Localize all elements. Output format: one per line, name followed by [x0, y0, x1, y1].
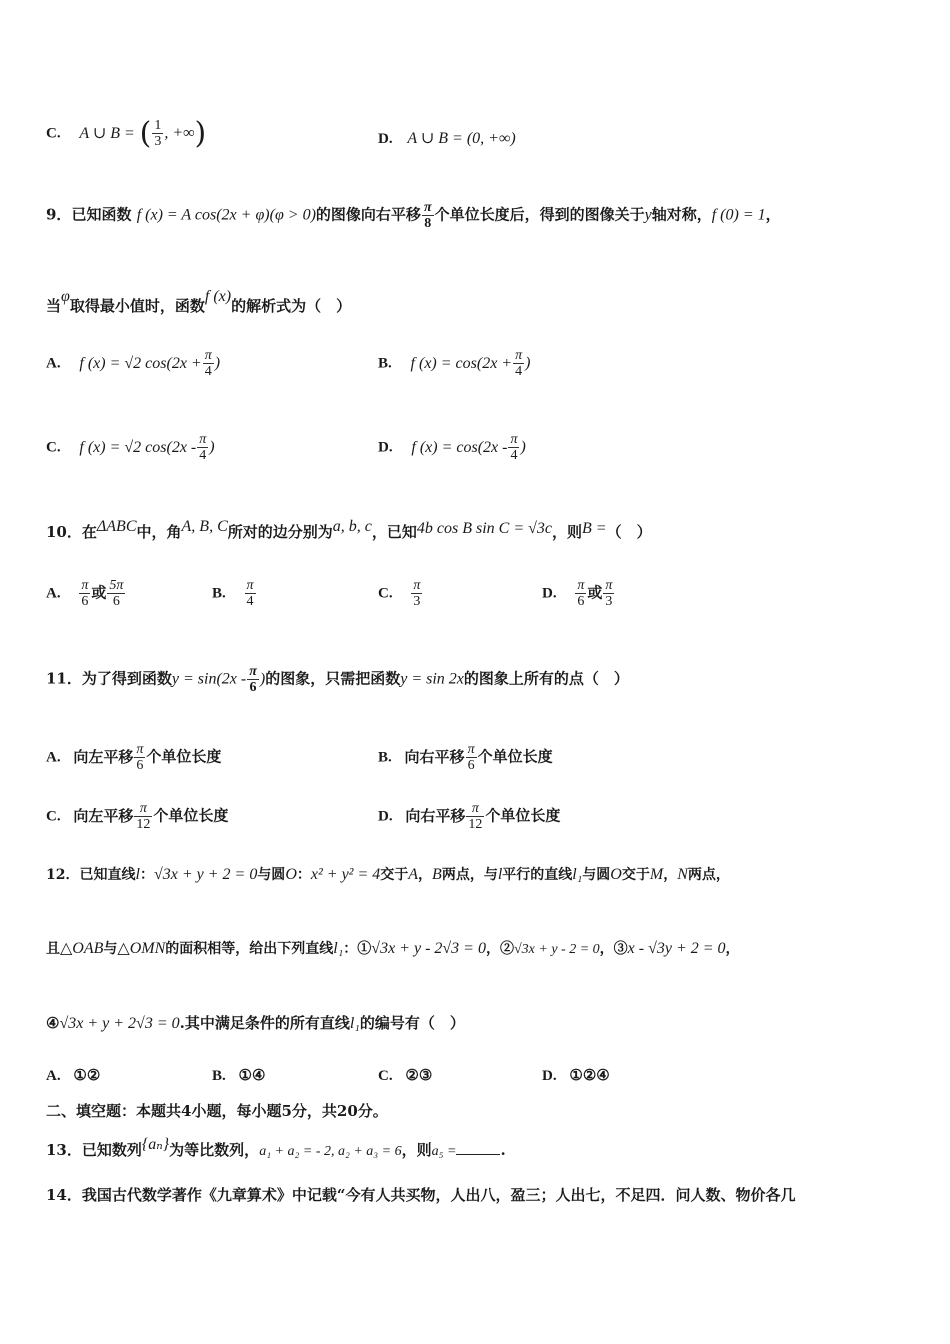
- q11-option-d[interactable]: [378, 801, 560, 832]
- stem-text: 我国古代数学著作《九章算术》中记载“今有人共买物，人出八，盈三；人出七，不足四．问人数、物价各几: [81, 1186, 796, 1204]
- stem-text: ，: [418, 867, 433, 883]
- stem-text: ，: [663, 867, 678, 883]
- q10-option-b[interactable]: [212, 578, 257, 609]
- fraction: [79, 578, 90, 609]
- stem-text: 已知数列: [81, 1141, 142, 1159]
- numerator: π: [204, 348, 212, 363]
- math-symbol: φ: [61, 288, 70, 305]
- math-expression: ΔABC: [96, 518, 137, 535]
- q12-option-a[interactable]: [46, 1066, 100, 1085]
- paren-left: (: [139, 116, 152, 151]
- numerator: π: [515, 348, 523, 363]
- option-label: C.: [46, 439, 61, 456]
- stem-text: ：①: [343, 941, 372, 957]
- stem-text: ，②: [485, 941, 514, 957]
- q12-stem-line2: [46, 938, 740, 958]
- fraction: [513, 348, 524, 379]
- denominator: 6: [81, 594, 89, 609]
- fraction: [411, 578, 422, 609]
- option-label: A.: [46, 585, 61, 602]
- denominator: 6: [467, 758, 475, 773]
- stem-text: 的面积相等，给出下列直线: [165, 941, 334, 957]
- denominator: 12: [468, 817, 483, 832]
- numerator: π: [249, 664, 257, 679]
- stem-text: 中，角: [136, 523, 182, 541]
- stem-text: 且: [46, 941, 60, 957]
- math-expression: A ∪ B = (0, +∞): [407, 130, 516, 147]
- stem-text: 两点，: [687, 867, 730, 883]
- stem-text: 与: [103, 941, 118, 957]
- numerator: π: [246, 578, 254, 593]
- fraction: [245, 578, 256, 609]
- option-text: 向左平移: [73, 806, 134, 825]
- stem-text: ，: [765, 205, 781, 224]
- paren-right: ): [194, 116, 207, 151]
- stem-text: 轴对称，: [651, 205, 712, 224]
- math-symbol: O: [285, 866, 297, 883]
- math-symbol: l: [497, 866, 503, 883]
- denominator: 6: [136, 758, 144, 773]
- math-expression: , +∞: [164, 124, 195, 142]
- math-symbol: l₁: [349, 1015, 360, 1032]
- stem-text: ：: [139, 867, 154, 883]
- stem-text: ，则: [552, 523, 583, 541]
- stem-text: .: [500, 1141, 506, 1159]
- question-number: 12．: [46, 867, 80, 883]
- stem-text: 两点，与: [441, 867, 498, 883]
- math-expression: ): [209, 438, 215, 456]
- option-text: 向左平移: [73, 747, 134, 766]
- fraction: [134, 801, 152, 832]
- option-label: A.: [46, 355, 61, 372]
- numerator: π: [510, 432, 518, 447]
- numerator: 5π: [109, 578, 124, 593]
- option-label: D.: [378, 131, 393, 147]
- q12-option-b[interactable]: [212, 1066, 265, 1085]
- fraction: [203, 348, 214, 379]
- denominator: 4: [204, 364, 212, 379]
- option-text: ①④: [238, 1066, 266, 1084]
- question-number: 14．: [46, 1186, 82, 1204]
- stem-text: 在: [81, 523, 97, 541]
- fraction: [575, 578, 586, 609]
- math-expression: f (x) = A cos(2x + φ)(φ > 0): [136, 206, 316, 224]
- option-label: B.: [212, 1068, 226, 1084]
- stem-text: 交于: [621, 867, 650, 883]
- math-symbol: l₁: [572, 866, 583, 883]
- denominator: 6: [112, 594, 120, 609]
- fraction: [134, 742, 145, 773]
- section-heading: 二、填空题：本题共4小题，每小题5分，共20分。: [46, 1102, 388, 1120]
- option-text: 个单位长度: [485, 806, 561, 825]
- stem-text: ，已知: [371, 523, 417, 541]
- q8-option-d[interactable]: [378, 128, 516, 148]
- fraction: [466, 742, 477, 773]
- stem-text: 的编号有（ ）: [359, 1014, 465, 1032]
- math-symbol: O: [610, 866, 622, 883]
- math-expression: x² + y² = 4: [310, 866, 381, 883]
- math-expression: A, B, C: [181, 518, 228, 535]
- q11-stem: [46, 664, 629, 695]
- fraction: [107, 578, 125, 609]
- math-expression: ): [214, 354, 221, 372]
- stem-text: 当: [46, 297, 62, 315]
- q9-option-a[interactable]: [46, 348, 220, 379]
- q9-stem-line1: [46, 200, 781, 231]
- math-symbol: l₁: [333, 940, 344, 957]
- denominator: 3: [413, 594, 421, 609]
- option-text: 个单位长度: [146, 747, 222, 766]
- q12-stem-line1: [46, 864, 730, 884]
- denominator: 4: [510, 448, 518, 463]
- option-label: A.: [46, 749, 61, 766]
- numerator: 1: [154, 118, 162, 133]
- option-label: C.: [46, 808, 61, 825]
- math-symbol: B: [432, 866, 442, 883]
- q9-option-c[interactable]: [46, 432, 215, 463]
- option-label: B.: [378, 749, 392, 766]
- stem-text: ，: [725, 941, 740, 957]
- q10-option-a[interactable]: [46, 578, 126, 609]
- math-symbol: A: [408, 866, 419, 883]
- option-text: 或: [91, 583, 107, 602]
- numerator: π: [467, 742, 475, 757]
- math-expression: √3x + y - 2√3 = 0: [371, 940, 486, 957]
- denominator: 3: [605, 594, 613, 609]
- stem-text: （ ）: [606, 523, 652, 541]
- math-expression: y = sin(2x -: [171, 670, 247, 688]
- q10-option-c[interactable]: [378, 578, 423, 609]
- q12-option-d[interactable]: [542, 1066, 610, 1085]
- stem-text: .其中满足条件的所有直线: [179, 1014, 350, 1032]
- fraction: [603, 578, 614, 609]
- numerator: π: [466, 801, 484, 817]
- stem-text: 已知函数: [71, 205, 132, 224]
- option-text: 个单位长度: [153, 806, 229, 825]
- math-expression: {aₙ}: [141, 1136, 170, 1153]
- q8-option-c[interactable]: [46, 116, 206, 151]
- math-expression: ): [525, 354, 531, 372]
- question-number: 11．: [46, 669, 82, 688]
- q14-stem: [46, 1184, 796, 1205]
- option-label: C.: [378, 1068, 393, 1084]
- math-expression: ): [520, 438, 526, 456]
- option-text: ①②: [73, 1066, 101, 1084]
- q10-option-d[interactable]: [542, 578, 615, 609]
- option-text: 个单位长度: [477, 747, 553, 766]
- numerator: π: [423, 200, 432, 215]
- q11-option-b[interactable]: [378, 742, 553, 773]
- q9-option-b[interactable]: [378, 348, 530, 379]
- stem-text: 个单位长度后，得到的图像关于: [434, 205, 645, 224]
- stem-text: 的图象，只需把函数: [265, 669, 401, 688]
- denominator: 4: [199, 448, 207, 463]
- q10-stem: [46, 518, 652, 542]
- math-expression: ): [259, 670, 266, 688]
- option-label: C.: [378, 585, 393, 602]
- stem-text: 平行的直线: [502, 867, 573, 883]
- option-label: B.: [378, 355, 392, 372]
- stem-text: ，则: [401, 1141, 432, 1159]
- stem-text: 的解析式为（ ）: [231, 297, 352, 315]
- math-expression: 4b cos B sin C = √3c: [416, 520, 552, 537]
- numerator: π: [136, 742, 144, 757]
- option-label: A.: [46, 1068, 61, 1084]
- stem-text: ，③: [599, 941, 628, 957]
- question-number: 9．: [46, 205, 72, 224]
- denominator: 12: [136, 817, 151, 832]
- stem-text: 与圆: [257, 867, 286, 883]
- math-symbol: l: [135, 866, 140, 883]
- stem-text: ：: [296, 867, 311, 883]
- option-label: D.: [542, 1068, 557, 1084]
- math-expression: B =: [582, 520, 607, 537]
- math-expression: f (x) = cos(2x -: [411, 438, 508, 456]
- answer-blank[interactable]: [456, 1140, 500, 1155]
- q11-option-c[interactable]: [46, 801, 228, 832]
- math-expression: f (0) = 1: [711, 206, 766, 224]
- fraction: [197, 432, 208, 463]
- denominator: 6: [249, 680, 257, 695]
- option-label: D.: [378, 439, 393, 456]
- stem-text: 所对的边分别为: [227, 523, 333, 541]
- denominator: 4: [246, 594, 254, 609]
- math-expression: f (x): [204, 288, 232, 305]
- stem-text: 已知直线: [79, 867, 136, 883]
- fraction: [508, 432, 519, 463]
- numerator: π: [577, 578, 585, 593]
- option-label: B.: [212, 585, 226, 602]
- option-label: D.: [378, 808, 393, 825]
- stem-text: 为了得到函数: [81, 669, 172, 688]
- math-symbol: N: [677, 866, 688, 883]
- math-symbol: M: [649, 866, 664, 883]
- numerator: π: [81, 578, 89, 593]
- numerator: π: [134, 801, 152, 817]
- question-number: 10．: [46, 523, 82, 541]
- fraction: [466, 801, 484, 832]
- math-expression: a, b, c: [332, 518, 372, 535]
- math-expression: a₁ + a₂ = - 2, a₂ + a₃ = 6: [259, 1144, 402, 1159]
- denominator: 4: [515, 364, 523, 379]
- stem-text: 取得最小值时，函数: [69, 297, 205, 315]
- math-symbol: y: [644, 206, 652, 224]
- fraction: [152, 118, 163, 149]
- fraction: [247, 664, 259, 695]
- option-text: ②③: [405, 1066, 433, 1084]
- option-label: D.: [542, 585, 557, 602]
- math-expression: √3x + y - 2 = 0: [513, 942, 600, 957]
- fraction: [422, 200, 434, 231]
- stem-text: 与圆: [582, 867, 611, 883]
- denominator: 6: [577, 594, 585, 609]
- denominator: 8: [424, 216, 432, 231]
- option-text: ①②④: [569, 1066, 610, 1084]
- numerator: π: [413, 578, 421, 593]
- stem-text: ④: [46, 1014, 60, 1032]
- option-text: 向右平移: [405, 806, 466, 825]
- q12-stem-line3: [46, 1012, 465, 1033]
- stem-text: 交于: [380, 867, 409, 883]
- option-label: C.: [46, 125, 61, 142]
- q13-stem: [46, 1134, 506, 1160]
- math-expression: △OMN: [117, 940, 166, 957]
- math-expression: A ∪ B =: [79, 124, 135, 142]
- q11-option-a[interactable]: [46, 742, 221, 773]
- math-expression: y = sin 2x: [400, 670, 464, 688]
- math-expression: a₅ =: [431, 1144, 457, 1159]
- option-text: 或: [587, 583, 603, 602]
- stem-text: 为等比数列，: [169, 1141, 260, 1159]
- question-number: 13．: [46, 1141, 82, 1159]
- numerator: π: [605, 578, 613, 593]
- stem-text: 的图象上所有的点（ ）: [463, 669, 629, 688]
- q9-option-d[interactable]: [378, 432, 526, 463]
- math-expression: f (x) = cos(2x +: [410, 354, 513, 372]
- math-expression: f (x) = √2 cos(2x +: [79, 354, 202, 372]
- stem-text: 的图像向右平移: [315, 205, 421, 224]
- math-expression: √3x + y + 2 = 0: [153, 866, 258, 883]
- numerator: π: [199, 432, 207, 447]
- denominator: 3: [154, 134, 162, 149]
- q12-option-c[interactable]: [378, 1066, 432, 1085]
- q9-stem-line2: [46, 288, 351, 316]
- math-expression: x - √3y + 2 = 0: [627, 940, 726, 957]
- math-expression: △OAB: [60, 940, 104, 957]
- math-expression: √3x + y + 2√3 = 0: [59, 1015, 180, 1032]
- option-text: 向右平移: [404, 747, 465, 766]
- math-expression: f (x) = √2 cos(2x -: [79, 438, 197, 456]
